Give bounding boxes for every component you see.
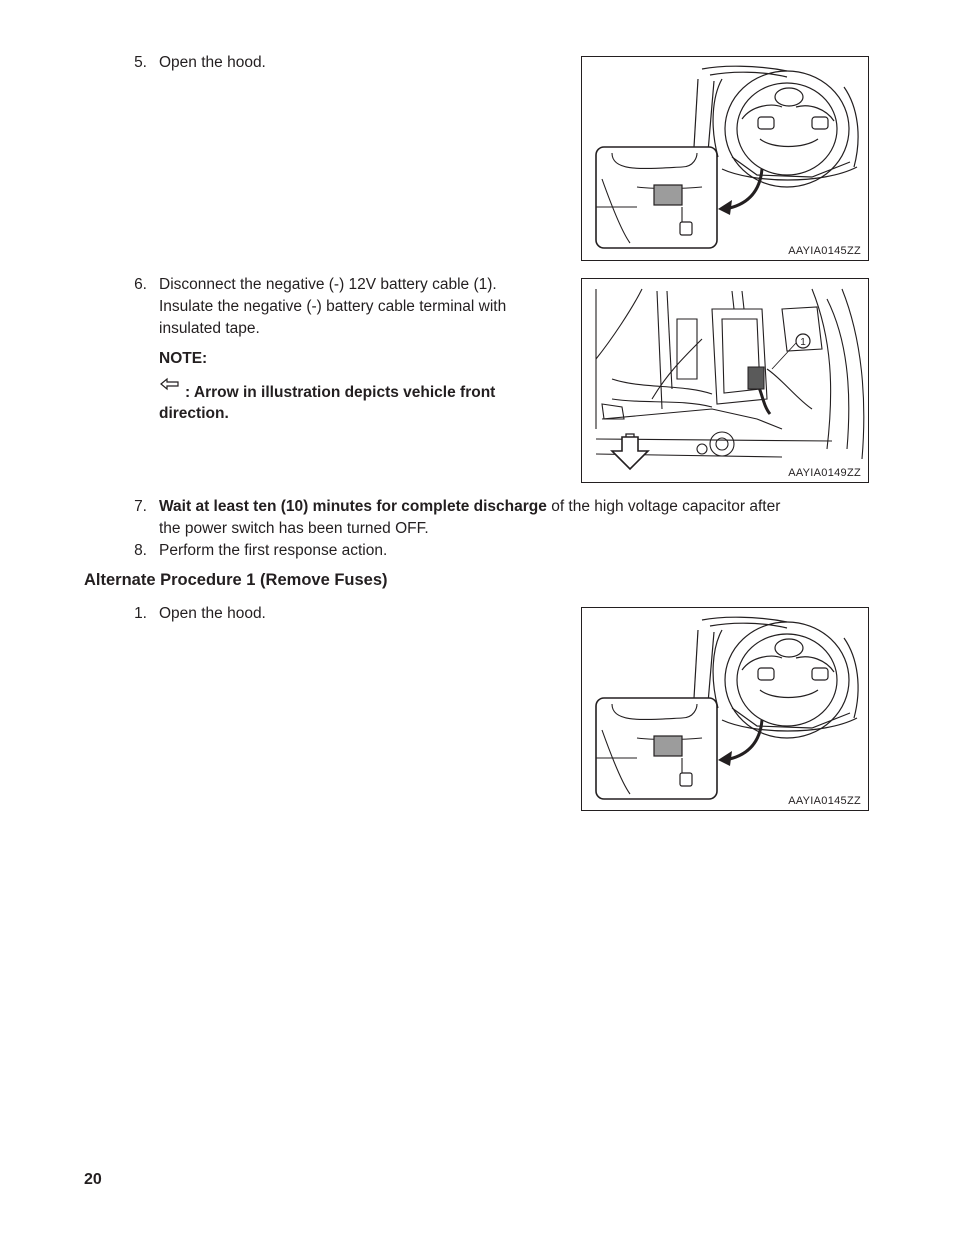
callout-1: 1	[800, 337, 806, 348]
step-text-line-3: insulated tape.	[159, 320, 260, 337]
step-number: 5.	[134, 54, 147, 71]
figure-hood-release-1	[581, 56, 869, 261]
step-number: 1.	[134, 605, 147, 622]
arrow-left-outline-icon	[160, 376, 180, 390]
step-text: Open the hood.	[159, 54, 266, 71]
hood-release-illustration	[582, 57, 868, 260]
step-text-line-2: Insulate the negative (-) battery cable terminal with	[159, 298, 507, 315]
step-text-line-1	[159, 496, 780, 518]
step-text: Perform the first response action.	[159, 542, 388, 559]
step-number: 6.	[134, 276, 147, 293]
step-number: 7.	[134, 498, 147, 515]
figure-hood-release-2	[581, 607, 869, 811]
step-text: Open the hood.	[159, 605, 266, 622]
note-line-1: : Arrow in illustration depicts vehicle front	[185, 384, 496, 401]
step-text-rest: of the high voltage capacitor after	[546, 498, 781, 515]
step-emphasis: Wait at least ten (10) minutes for complete discharge	[159, 498, 547, 515]
note-line-2: direction.	[159, 405, 229, 422]
hood-release-illustration	[582, 608, 868, 810]
figure-battery-cable	[581, 278, 869, 483]
figure-code: AAYIA0145ZZ	[788, 245, 861, 257]
page-number: 20	[84, 1171, 102, 1188]
note-label: NOTE:	[159, 350, 208, 367]
figure-code: AAYIA0149ZZ	[788, 467, 861, 479]
step-number: 8.	[134, 542, 147, 559]
battery-illustration	[582, 279, 868, 482]
step-text-line-1: Disconnect the negative (-) 12V battery cable (1).	[159, 276, 497, 293]
step-text-line-2: the power switch has been turned OFF.	[159, 520, 429, 537]
figure-code: AAYIA0145ZZ	[788, 795, 861, 807]
section-heading: Alternate Procedure 1 (Remove Fuses)	[84, 571, 388, 589]
